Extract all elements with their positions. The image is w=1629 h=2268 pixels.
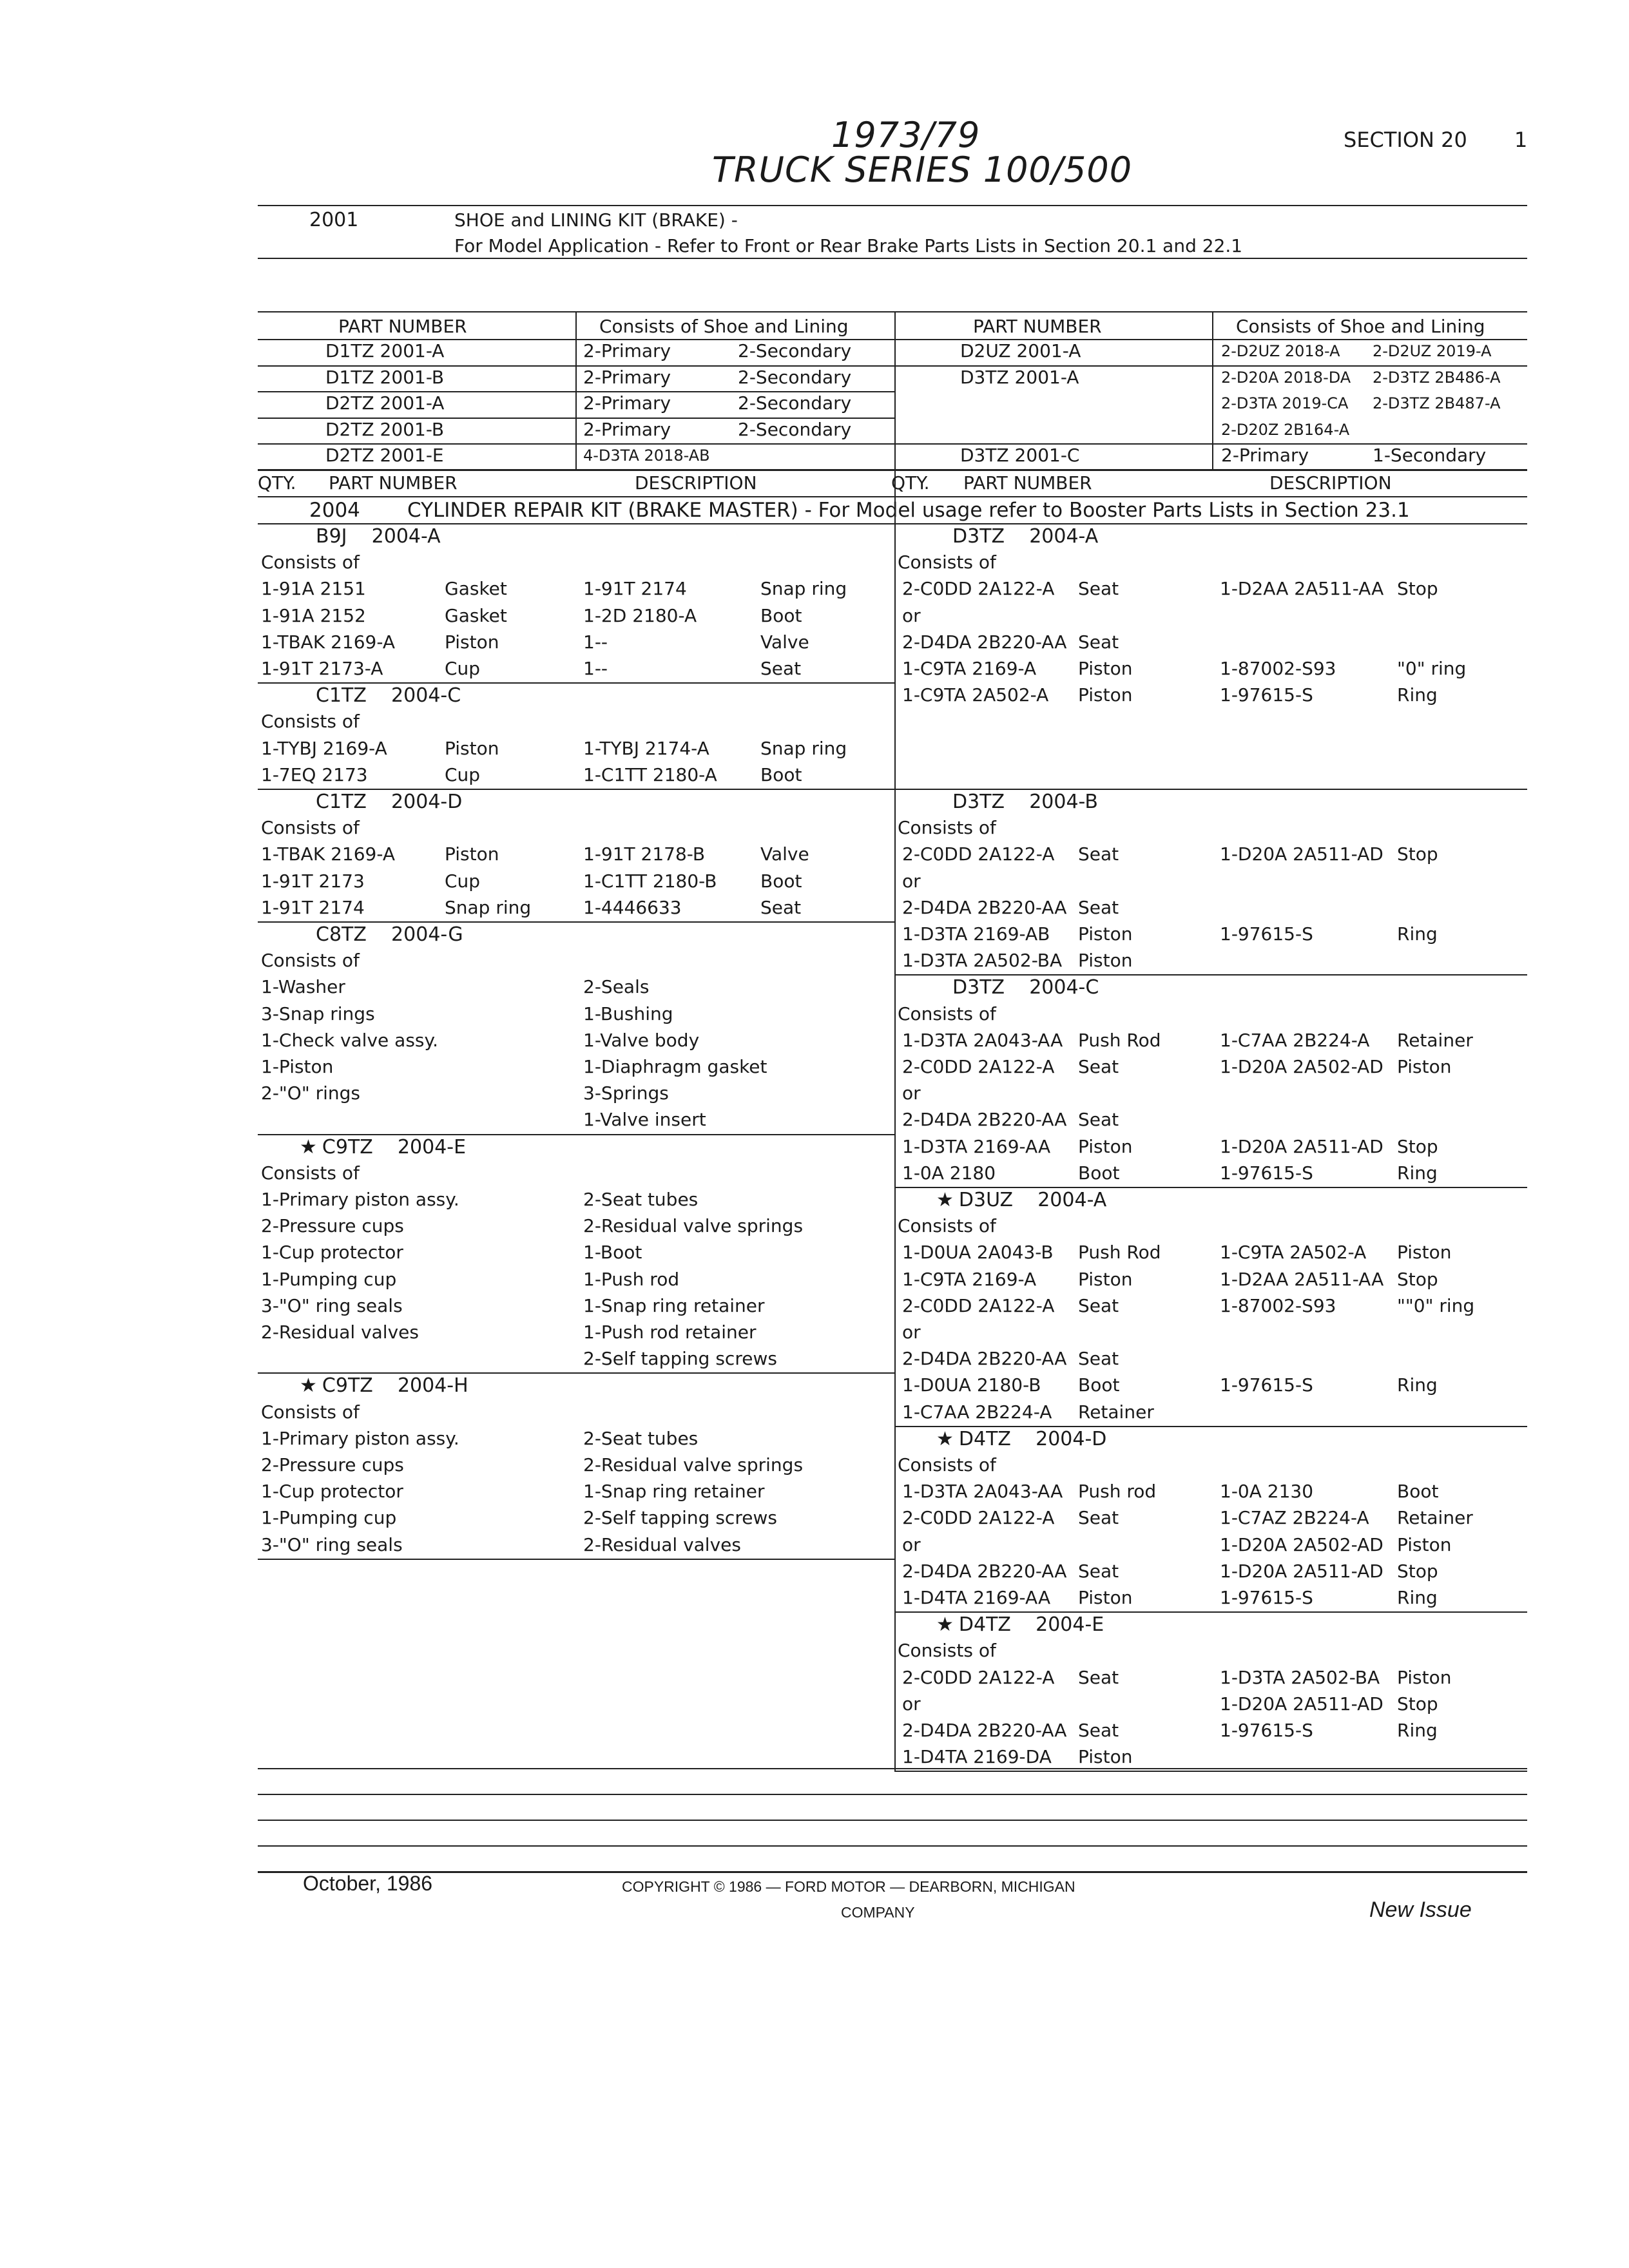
component-part: or bbox=[902, 1693, 921, 1715]
component-part: 1-D2AA 2A511-AA bbox=[1220, 1268, 1384, 1290]
component-part: 1-C7AA 2B224-A bbox=[902, 1401, 1052, 1423]
component-part: 1-D3TA 2A502-BA bbox=[1220, 1666, 1380, 1688]
component-part: 1-C1TT 2180-A bbox=[583, 764, 717, 785]
component-part: 1-97615-S bbox=[1220, 923, 1313, 945]
component-part: 1-Diaphragm gasket bbox=[583, 1056, 767, 1077]
consists-of-label: Consists of bbox=[261, 817, 360, 839]
shoe-col-consists-right: Consists of Shoe and Lining bbox=[1236, 316, 1485, 337]
col-part-right: PART NUMBER bbox=[963, 472, 1092, 494]
component-part: 2-C0DD 2A122-A bbox=[902, 578, 1055, 600]
component-part: 1-D3TA 2169-AB bbox=[902, 923, 1050, 945]
component-part: 1-C7AZ 2B224-A bbox=[1220, 1507, 1369, 1529]
component-part: 1-Cup protector bbox=[261, 1481, 403, 1503]
component-desc: Stop bbox=[1397, 843, 1438, 865]
component-desc: Stop bbox=[1397, 1693, 1438, 1715]
component-part: 1-2D 2180-A bbox=[583, 604, 697, 626]
kit-part-number bbox=[936, 1428, 1106, 1450]
component-desc: Ring bbox=[1397, 1162, 1438, 1184]
component-desc: Piston bbox=[1397, 1242, 1452, 1264]
shoe-col-consists-left: Consists of Shoe and Lining bbox=[599, 316, 849, 337]
group-2001-number: 2001 bbox=[309, 209, 359, 231]
component-part: or bbox=[902, 604, 921, 626]
component-part: 1-91T 2174 bbox=[583, 578, 687, 600]
component-part: 1-D2AA 2A511-AA bbox=[1220, 578, 1384, 600]
component-part: 1-- bbox=[583, 631, 608, 653]
component-part: 1-C9TA 2A502-A bbox=[902, 684, 1049, 706]
component-desc: Snap ring bbox=[760, 737, 847, 759]
component-part: 2-"O" rings bbox=[261, 1082, 361, 1104]
kit-part-number bbox=[316, 684, 461, 707]
component-desc: Push rod bbox=[1078, 1481, 1157, 1503]
component-desc: Cup bbox=[445, 658, 481, 679]
component-desc: Boot bbox=[1397, 1481, 1439, 1503]
component-part: 1-C9TA 2169-A bbox=[902, 658, 1037, 679]
shoe-col-part-left: PART NUMBER bbox=[338, 316, 467, 337]
component-part: or bbox=[902, 1321, 921, 1343]
kit-part-number-text: C8TZ 2004-G bbox=[316, 923, 463, 946]
kits-divider bbox=[894, 469, 896, 1771]
kit-part-number-text: D3TZ 2004-B bbox=[952, 791, 1098, 813]
col-qty-left: QTY. bbox=[258, 472, 296, 494]
component-desc: Retainer bbox=[1397, 1029, 1473, 1051]
component-part: 1-D4TA 2169-DA bbox=[902, 1746, 1052, 1768]
component-desc: Ring bbox=[1397, 923, 1438, 945]
component-desc: Cup bbox=[445, 764, 481, 785]
shoe-part-number: D1TZ 2001-A bbox=[325, 340, 445, 361]
component-part: 1-D20A 2A511-AD bbox=[1220, 1560, 1383, 1582]
kit-part-number-text: D4TZ 2004-E bbox=[958, 1613, 1104, 1637]
component-part: 1-Pumping cup bbox=[261, 1507, 397, 1529]
component-desc: Stop bbox=[1397, 1135, 1438, 1157]
component-desc: Piston bbox=[1078, 1268, 1133, 1290]
shoe-consists-b: 2-D2UZ 2019-A bbox=[1373, 342, 1492, 360]
consists-of-label: Consists of bbox=[261, 1401, 360, 1423]
kit-part-number-text: D4TZ 2004-D bbox=[958, 1427, 1107, 1450]
component-desc: Piston bbox=[1078, 684, 1133, 706]
kit-part-number bbox=[952, 976, 1099, 999]
shoe-consists-a: 2-D3TA 2019-CA bbox=[1221, 394, 1349, 412]
shoe-part-number: D2TZ 2001-B bbox=[325, 418, 445, 440]
component-part: 1-Push rod bbox=[583, 1268, 680, 1290]
component-part: 1-91T 2178-B bbox=[583, 843, 706, 865]
rule-2001-top bbox=[258, 205, 1527, 206]
component-part: or bbox=[902, 1082, 921, 1104]
component-part: 3-Springs bbox=[583, 1082, 669, 1104]
component-desc: Stop bbox=[1397, 1268, 1438, 1290]
component-desc: Piston bbox=[1397, 1666, 1452, 1688]
component-part: 1-4446633 bbox=[583, 896, 682, 918]
kit-part-number-text: D3TZ 2004-A bbox=[952, 525, 1099, 548]
component-part: 1-87002-S93 bbox=[1220, 1294, 1336, 1316]
component-part: 2-D4DA 2B220-AA bbox=[902, 1720, 1067, 1741]
shoe-consists-a: 2-Primary bbox=[1221, 445, 1309, 466]
component-desc: Gasket bbox=[445, 604, 507, 626]
kit-part-number bbox=[300, 1136, 466, 1158]
kit-part-number bbox=[952, 525, 1098, 548]
shoe-part-number: D2TZ 2001-E bbox=[325, 445, 444, 466]
shoe-consists-a: 2-D20A 2018-DA bbox=[1221, 368, 1351, 387]
kit-part-number-text: C9TZ 2004-H bbox=[322, 1374, 468, 1398]
shoe-consists-b: 2-Secondary bbox=[738, 392, 852, 414]
component-desc: Piston bbox=[1078, 1135, 1133, 1157]
kit-part-number-text: D3UZ 2004-A bbox=[958, 1189, 1107, 1211]
component-part: 1-97615-S bbox=[1220, 1720, 1313, 1741]
component-part: 1-Cup protector bbox=[261, 1242, 403, 1264]
component-part: 1-7EQ 2173 bbox=[261, 764, 368, 785]
component-part: 1-D20A 2A511-AD bbox=[1220, 1135, 1383, 1157]
kit-part-number bbox=[316, 525, 441, 548]
component-desc: Ring bbox=[1397, 1374, 1438, 1396]
component-part: 1-Valve insert bbox=[583, 1109, 706, 1131]
shoe-part-number: D1TZ 2001-B bbox=[325, 366, 445, 388]
shoe-consists-a: 2-Primary bbox=[583, 340, 671, 361]
component-desc: Seat bbox=[1078, 1056, 1119, 1077]
component-desc: Seat bbox=[1078, 843, 1119, 865]
component-desc: Seat bbox=[1078, 1294, 1119, 1316]
col-header-top bbox=[258, 469, 1527, 470]
component-part: 2-D4DA 2B220-AA bbox=[902, 1109, 1067, 1131]
kit-part-number-text: C1TZ 2004-D bbox=[316, 791, 463, 813]
component-part: 1-Boot bbox=[583, 1242, 642, 1264]
shoe-consists-a: 2-Primary bbox=[583, 418, 671, 440]
kit-part-number-text: C1TZ 2004-C bbox=[316, 684, 461, 707]
component-part: 3-"O" ring seals bbox=[261, 1533, 403, 1555]
component-desc: Piston bbox=[445, 737, 499, 759]
kit-part-number bbox=[300, 1374, 468, 1397]
kit-part-number-text: D3TZ 2004-C bbox=[952, 976, 1099, 999]
consists-of-label: Consists of bbox=[898, 552, 996, 573]
component-desc: Piston bbox=[445, 631, 499, 653]
component-part: 1-D3TA 2A043-AA bbox=[902, 1481, 1063, 1503]
consists-of-label: Consists of bbox=[898, 1454, 996, 1475]
kit-part-number-text: C9TZ 2004-E bbox=[322, 1135, 467, 1158]
shoe-part-number: D3TZ 2001-C bbox=[960, 445, 1080, 466]
component-desc: Valve bbox=[760, 631, 809, 653]
component-desc: Piston bbox=[1397, 1056, 1452, 1077]
shoe-col-part-right: PART NUMBER bbox=[973, 316, 1102, 337]
component-desc: Boot bbox=[760, 604, 802, 626]
component-desc: Boot bbox=[760, 764, 802, 785]
component-part: 2-Residual valves bbox=[583, 1533, 741, 1555]
group-2004-title: CYLINDER REPAIR KIT (BRAKE MASTER) - For Model usage refer to Booster Parts Lists in Section 23.1 bbox=[407, 499, 1410, 522]
consists-of-label: Consists of bbox=[898, 1215, 996, 1237]
component-desc: Ring bbox=[1397, 1720, 1438, 1741]
component-desc: Seat bbox=[1078, 1109, 1119, 1131]
kit-part-number-text: B9J 2004-A bbox=[316, 525, 441, 548]
component-part: or bbox=[902, 870, 921, 892]
component-part: 2-D4DA 2B220-AA bbox=[902, 1348, 1067, 1370]
component-desc: Seat bbox=[1078, 1348, 1119, 1370]
shoe-consists-a: 4-D3TA 2018-AB bbox=[583, 447, 710, 465]
component-part: 1-C9TA 2A502-A bbox=[1220, 1242, 1367, 1264]
component-part: 1-91T 2174 bbox=[261, 896, 365, 918]
component-part: 2-D4DA 2B220-AA bbox=[902, 631, 1067, 653]
component-part: 1-Push rod retainer bbox=[583, 1321, 757, 1343]
component-part: 1-91A 2151 bbox=[261, 578, 366, 600]
component-desc: Ring bbox=[1397, 1587, 1438, 1608]
component-desc: Seat bbox=[1078, 1507, 1119, 1529]
component-part: 1-Washer bbox=[261, 976, 345, 998]
group-2004-number: 2004 bbox=[309, 499, 360, 522]
component-desc: Retainer bbox=[1078, 1401, 1154, 1423]
component-desc: Seat bbox=[1078, 896, 1119, 918]
component-part: 1-91T 2173 bbox=[261, 870, 365, 892]
shoe-consists-b: 1-Secondary bbox=[1373, 445, 1487, 466]
shoe-consists-a: 2-D20Z 2B164-A bbox=[1221, 420, 1350, 439]
component-part: 1-Snap ring retainer bbox=[583, 1481, 765, 1503]
component-part: 1-Primary piston assy. bbox=[261, 1427, 459, 1449]
component-desc: Cup bbox=[445, 870, 481, 892]
consists-of-label: Consists of bbox=[261, 950, 360, 972]
kit-part-number bbox=[952, 791, 1098, 813]
component-part: 2-D4DA 2B220-AA bbox=[902, 896, 1067, 918]
shoe-consists-b: 2-Secondary bbox=[738, 418, 852, 440]
component-desc: Stop bbox=[1397, 1560, 1438, 1582]
component-desc: Boot bbox=[1078, 1162, 1120, 1184]
shoe-consists-a: 2-D2UZ 2018-A bbox=[1221, 342, 1340, 360]
component-desc: Stop bbox=[1397, 578, 1438, 600]
star-icon: ★ bbox=[936, 1427, 954, 1450]
kit-part-number bbox=[936, 1613, 1104, 1636]
shoe-consists-b: 2-Secondary bbox=[738, 340, 852, 361]
consists-of-label: Consists of bbox=[261, 711, 360, 733]
shoe-part-number: D2TZ 2001-A bbox=[325, 392, 445, 414]
shoe-consists-b: 2-D3TZ 2B487-A bbox=[1373, 394, 1501, 412]
component-part: 1-97615-S bbox=[1220, 1162, 1313, 1184]
component-part: 1-Primary piston assy. bbox=[261, 1189, 459, 1210]
component-part: 1-D3TA 2169-AA bbox=[902, 1135, 1051, 1157]
component-part: 1-97615-S bbox=[1220, 1374, 1313, 1396]
col-part-left: PART NUMBER bbox=[329, 472, 458, 494]
component-desc: Seat bbox=[1078, 1720, 1119, 1741]
component-part: 1-C9TA 2169-A bbox=[902, 1268, 1037, 1290]
component-part: 1-Snap ring retainer bbox=[583, 1294, 765, 1316]
component-part: 2-Seals bbox=[583, 976, 650, 998]
component-part: 2-Self tapping screws bbox=[583, 1348, 777, 1370]
component-part: 3-Snap rings bbox=[261, 1003, 375, 1024]
component-part: 2-Pressure cups bbox=[261, 1454, 404, 1475]
component-part: 1-D0UA 2A043-B bbox=[902, 1242, 1054, 1264]
star-icon: ★ bbox=[300, 1135, 317, 1158]
component-desc: Ring bbox=[1397, 684, 1438, 706]
component-part: 1-D0UA 2180-B bbox=[902, 1374, 1041, 1396]
component-part: 1-D20A 2A502-AD bbox=[1220, 1533, 1383, 1555]
component-desc: Boot bbox=[1078, 1374, 1120, 1396]
component-part: 2-D4DA 2B220-AA bbox=[902, 1560, 1067, 1582]
component-part: 1-91A 2152 bbox=[261, 604, 366, 626]
component-desc: Valve bbox=[760, 843, 809, 865]
rule-2001-bottom bbox=[258, 258, 1527, 259]
component-desc: Piston bbox=[445, 843, 499, 865]
component-part: 2-Seat tubes bbox=[583, 1189, 699, 1210]
component-part: 1-Bushing bbox=[583, 1003, 673, 1024]
component-part: or bbox=[902, 1533, 921, 1555]
component-part: 1-0A 2130 bbox=[1220, 1481, 1314, 1503]
section-label: SECTION 20 bbox=[1344, 128, 1467, 152]
footer-copyright: COPYRIGHT © 1986 — FORD MOTOR — DEARBORN, MICHIGAN bbox=[622, 1878, 1075, 1895]
component-desc: "0" ring bbox=[1397, 658, 1467, 679]
component-part: 1-D20A 2A511-AD bbox=[1220, 1693, 1383, 1715]
consists-of-label: Consists of bbox=[898, 1003, 996, 1024]
component-desc: Seat bbox=[1078, 1666, 1119, 1688]
component-part: 1-Valve body bbox=[583, 1029, 700, 1051]
component-part: 2-Self tapping screws bbox=[583, 1507, 777, 1529]
component-desc: Push Rod bbox=[1078, 1029, 1161, 1051]
component-desc: Seat bbox=[760, 896, 802, 918]
component-part: 2-Residual valve springs bbox=[583, 1215, 804, 1237]
series-heading: TRUCK SERIES 100/500 bbox=[712, 149, 1133, 190]
page-number: 1 bbox=[1514, 128, 1528, 152]
component-part: 1-87002-S93 bbox=[1220, 658, 1336, 679]
footer-company: COMPANY bbox=[841, 1904, 915, 1921]
component-part: 1-Check valve assy. bbox=[261, 1029, 438, 1051]
shoe-part-number: D3TZ 2001-A bbox=[960, 366, 1079, 388]
component-part: 1-D3TA 2A502-BA bbox=[902, 950, 1063, 972]
component-part: 2-C0DD 2A122-A bbox=[902, 1294, 1055, 1316]
component-part: 1-TBAK 2169-A bbox=[261, 843, 395, 865]
shoe-consists-a: 2-Primary bbox=[583, 366, 671, 388]
component-desc: ""0" ring bbox=[1397, 1294, 1475, 1316]
component-part: 1-C7AA 2B224-A bbox=[1220, 1029, 1370, 1051]
component-part: 1-- bbox=[583, 658, 608, 679]
component-part: 2-Pressure cups bbox=[261, 1215, 404, 1237]
component-desc: Seat bbox=[1078, 578, 1119, 600]
component-part: 1-D3TA 2A043-AA bbox=[902, 1029, 1063, 1051]
col-qty-right: QTY. bbox=[891, 472, 930, 494]
component-part: 1-91T 2173-A bbox=[261, 658, 383, 679]
component-desc: Gasket bbox=[445, 578, 507, 600]
component-desc: Piston bbox=[1078, 1587, 1133, 1608]
component-part: 1-Pumping cup bbox=[261, 1268, 397, 1290]
component-part: 2-Residual valves bbox=[261, 1321, 419, 1343]
footer-date: October, 1986 bbox=[303, 1872, 433, 1895]
component-part: 2-C0DD 2A122-A bbox=[902, 1056, 1055, 1077]
component-part: 1-TBAK 2169-A bbox=[261, 631, 395, 653]
kit-part-number bbox=[936, 1189, 1106, 1211]
shoe-consists-b: 2-D3TZ 2B486-A bbox=[1373, 368, 1501, 387]
shoe-consists-b: 2-Secondary bbox=[738, 366, 852, 388]
star-icon: ★ bbox=[936, 1613, 954, 1637]
component-part: 3-"O" ring seals bbox=[261, 1294, 403, 1316]
component-desc: Push Rod bbox=[1078, 1242, 1161, 1264]
component-part: 1-D20A 2A502-AD bbox=[1220, 1056, 1383, 1077]
consists-of-label: Consists of bbox=[898, 1640, 996, 1662]
col-desc-right: DESCRIPTION bbox=[1269, 472, 1392, 494]
component-desc: Piston bbox=[1078, 658, 1133, 679]
col-desc-left: DESCRIPTION bbox=[635, 472, 757, 494]
component-part: 1-C1TT 2180-B bbox=[583, 870, 717, 892]
kit-part-number bbox=[316, 923, 463, 946]
component-part: 2-Residual valve springs bbox=[583, 1454, 804, 1475]
component-part: 1-97615-S bbox=[1220, 1587, 1313, 1608]
component-desc: Seat bbox=[1078, 631, 1119, 653]
component-part: 2-C0DD 2A122-A bbox=[902, 843, 1055, 865]
component-desc: Seat bbox=[760, 658, 802, 679]
component-part: 1-TYBJ 2169-A bbox=[261, 737, 387, 759]
component-desc: Snap ring bbox=[445, 896, 532, 918]
kit-part-number bbox=[316, 791, 462, 813]
group-2001-title: SHOE and LINING KIT (BRAKE) - bbox=[454, 209, 738, 231]
consists-of-label: Consists of bbox=[261, 552, 360, 573]
component-part: 1-Piston bbox=[261, 1056, 334, 1077]
component-desc: Snap ring bbox=[760, 578, 847, 600]
component-desc: Retainer bbox=[1397, 1507, 1473, 1529]
component-part: 2-C0DD 2A122-A bbox=[902, 1666, 1055, 1688]
component-part: 2-C0DD 2A122-A bbox=[902, 1507, 1055, 1529]
component-desc: Piston bbox=[1078, 950, 1133, 972]
component-part: 1-TYBJ 2174-A bbox=[583, 737, 709, 759]
component-desc: Piston bbox=[1397, 1533, 1452, 1555]
group-2001-note: For Model Application - Refer to Front or Rear Brake Parts Lists in Section 20.1 and 22.1 bbox=[454, 235, 1243, 256]
component-part: 1-D20A 2A511-AD bbox=[1220, 843, 1383, 865]
component-part: 2-Seat tubes bbox=[583, 1427, 699, 1449]
consists-of-label: Consists of bbox=[898, 817, 996, 839]
shoe-consists-a: 2-Primary bbox=[583, 392, 671, 414]
component-desc: Boot bbox=[760, 870, 802, 892]
component-part: 1-97615-S bbox=[1220, 684, 1313, 706]
component-desc: Piston bbox=[1078, 923, 1133, 945]
years-heading: 1973/79 bbox=[831, 115, 981, 155]
consists-of-label: Consists of bbox=[261, 1162, 360, 1184]
component-part: 1-D4TA 2169-AA bbox=[902, 1587, 1051, 1608]
component-desc: Seat bbox=[1078, 1560, 1119, 1582]
footer-issue: New Issue bbox=[1369, 1898, 1472, 1922]
component-desc: Piston bbox=[1078, 1746, 1133, 1768]
star-icon: ★ bbox=[300, 1374, 317, 1398]
star-icon: ★ bbox=[936, 1189, 954, 1211]
component-part: 1-0A 2180 bbox=[902, 1162, 996, 1184]
shoe-part-number: D2UZ 2001-A bbox=[960, 340, 1081, 361]
